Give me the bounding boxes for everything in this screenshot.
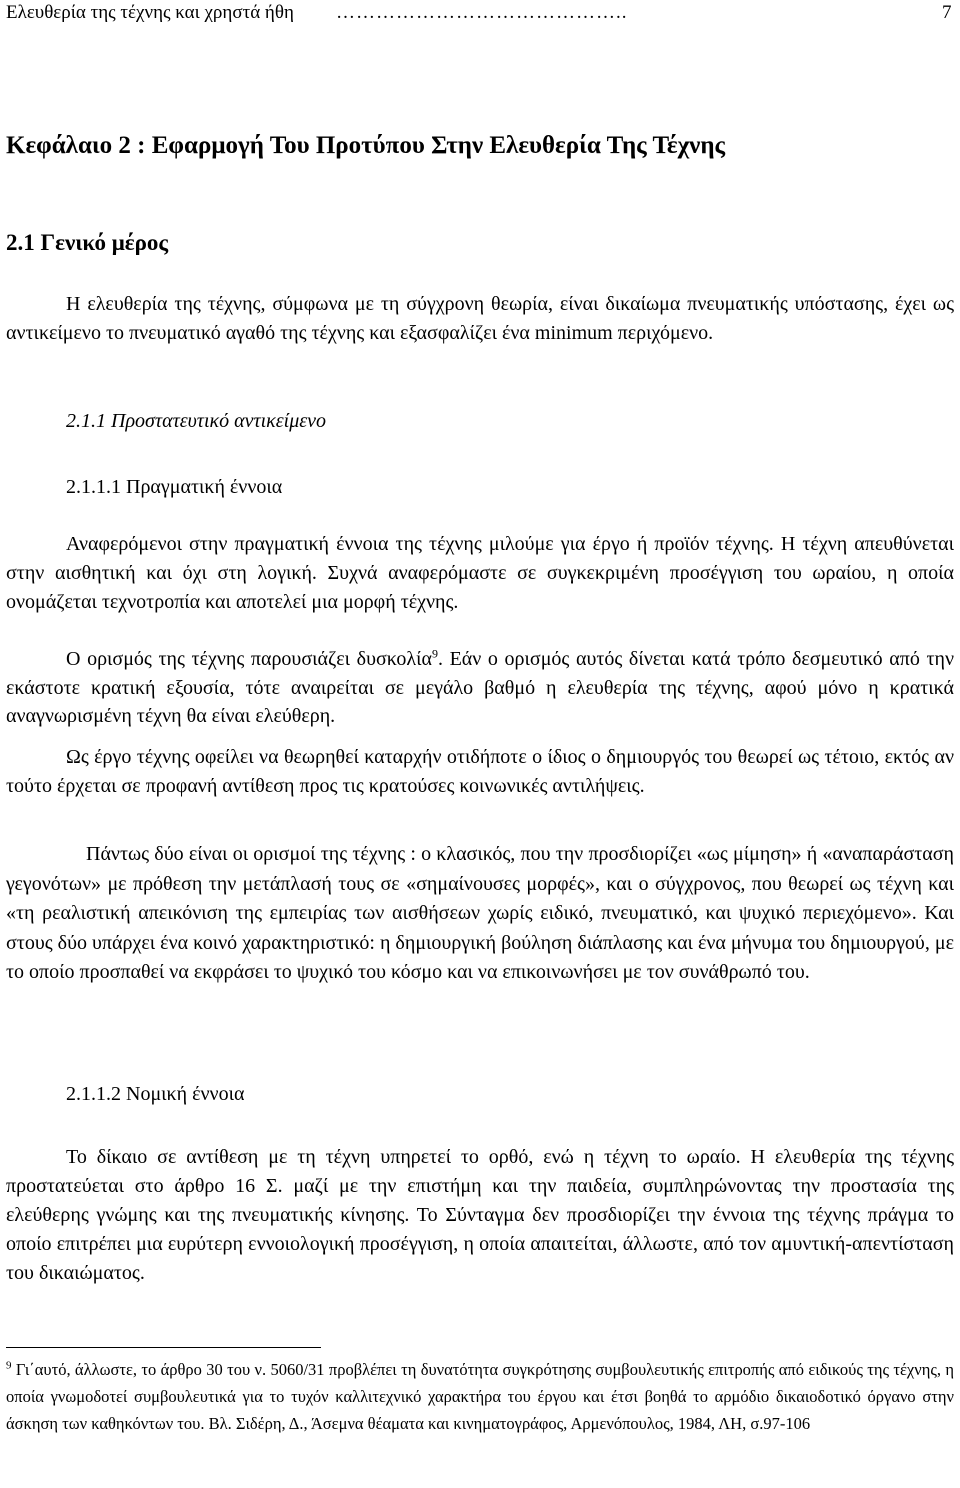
footnote-divider: [6, 1347, 321, 1348]
running-header-title: Ελευθερία της τέχνης και χρηστά ήθη: [6, 2, 294, 23]
page-number: 7: [942, 2, 952, 23]
paragraph-3: [6, 645, 954, 731]
paragraph-1: Η ελευθερία της τέχνης, σύμφωνα με τη σύγχρονη θεωρία, είναι δικαίωμα πνευματικής υπόστασης, έχει ως αντικείμενο το πνευματικό αγαθό της τέχνης και εξασφαλίζει ένα minimum περιχόμενο.: [6, 293, 954, 344]
paragraph-2: Αναφερόμενοι στην πραγματική έννοια της τέχνης μιλούμε για έργο ή προϊόν τέχνης. Η τέχνη απευθύνεται στην αισθητική και όχι στη λογική. Συχνά αναφερόμαστε σε συγκεκριμένη προσέγγιση του ωραίου, η οποία ονομάζεται τεχνοτροπία και αποτελεί μια μορφή τέχνης.: [6, 533, 954, 613]
subsection-title: 2.1.1 Προστατευτικό αντικείμενο: [66, 410, 327, 432]
section-title: 2.1 Γενικό μέρος: [6, 230, 169, 255]
paragraph-3-text-after: . Εάν ο ορισμός αυτός δίνεται κατά τρόπο δεσμευτικό από την εκάστοτε κρατική εξουσία, τότε αναιρείται σε μεγάλο βαθμό η ελευθερία της τέχνης, αφού μόνο η κρατικά αναγνωρισμένη τέχνη θα είναι ελεύθερη.: [6, 648, 954, 727]
running-header-dots: ……………………………………..: [336, 2, 628, 23]
footnote-reference[interactable]: 9: [431, 646, 438, 661]
paragraph-4: Ως έργο τέχνης οφείλει να θεωρηθεί καταρχήν οτιδήποτε ο ίδιος ο δημιουργός του θεωρεί ως τέτοιο, εκτός αν τούτο έρχεται σε προφανή αντίθεση προς τις κρατούσες κοινωνικές αντιλήψεις.: [6, 746, 954, 797]
running-header: [6, 2, 954, 32]
subsubsection-2-title: 2.1.1.2 Νομική έννοια: [66, 1083, 245, 1105]
footnote-number: 9: [6, 1359, 12, 1372]
paragraph-3-text-before: Ο ορισμός της τέχνης παρουσιάζει δυσκολία: [66, 648, 432, 670]
paragraph-5: Πάντως δύο είναι οι ορισμοί της τέχνης : ο κλασικός, που την προσδιορίζει «ως μίμηση» ή «αναπαράσταση γεγονότων» με πρόθεση την μετάπλασή τους σε «σημαίνουσες μορφές», και ο σύγχρονος, που θεωρεί ως τέχνη και «τη ρεαλιστική απεικόνιση της εμπειρίας των αισθήσεων χωρίς ειδικό, πνευματικό, και ψυχικό περιεχόμενο». Και στους δύο υπάρχει ένα κοινό χαρακτηριστικό: η δημιουργική βούληση διάπλασης και ένα μήνυμα του δημιουργού, με το οποίο προσπαθεί να εκφράσει το ψυχικό του κόσμο και να επικοινωνήσει με τον συνάθρωπό του.: [6, 843, 954, 983]
footnote-text: Γι΄αυτό, άλλωστε, το άρθρο 30 του ν. 5060/31 προβλέπει τη δυνατότητα συγκρότησης συμβουλευτικής επιτροπής από ειδικούς της τέχνης, η οποία γνωμοδοτεί συμβουλευτικά για το τυχόν καλλιτεχνικό χαρακτήρα του έργου και έτσι βοηθά το αρμόδιο δικαιοδοτικό όργανο στην άσκηση των καθηκόντων του. Βλ. Σιδέρη, Δ., Άσεμνα θέαματα και κινηματογράφος, Αρμενόπουλος, 1984, ΛΗ, σ.97-106: [6, 1360, 954, 1433]
chapter-title: Κεφάλαιο 2 : Εφαρμογή Του Προτύπου Στην Ελευθερία Της Τέχνης: [6, 132, 726, 159]
footnote: [6, 1356, 954, 1437]
paragraph-6: Το δίκαιο σε αντίθεση με τη τέχνη υπηρετεί το ορθό, ενώ η τέχνη το ωραίο. Η ελευθερία της τέχνης προστατεύεται στο άρθρο 16 Σ. μαζί με την επιστήμη και την παιδεία, συμπληρώνοντας την προστασία της ελεύθερης γνώμης και της πνευματικής κίνησης. Το Σύνταγμα δεν προσδιορίζει την έννοια της τέχνης πράγμα το οποίο επιτρέπει μια ευρύτερη εννοιολογική προσέγγιση, η οποία απαιτείται, άλλωστε, από τον αμυντική-απεντίσταση του δικαιώματος.: [6, 1146, 954, 1284]
subsubsection-1-title: 2.1.1.1 Πραγματική έννοια: [66, 476, 283, 498]
